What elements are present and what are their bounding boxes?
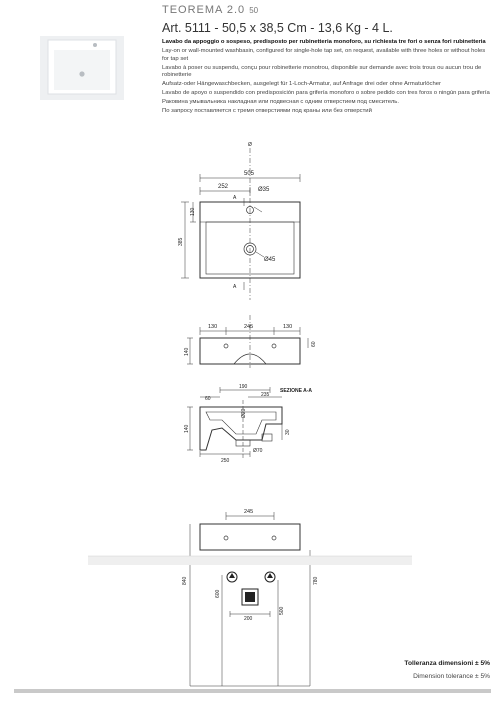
description-fr: Lavabo à poser ou suspendu, conçu pour robinetterie monotrou, disponible sur demande avec trois trous ou aucun trou de robinetterie [162, 64, 482, 79]
dim-sec-250: 250 [221, 458, 230, 464]
dim-install-780: 780 [313, 576, 319, 585]
dim-front-left: 130 [208, 324, 218, 330]
dim-sec-20: Ø20 [241, 408, 247, 418]
dim-plan-depth: 385 [178, 237, 184, 246]
dim-drain: Ø45 [264, 257, 276, 263]
section-mark-bottom: A [233, 284, 237, 290]
description-en: Lay-on or wall-mounted washbasin, configured for single-hole tap set, on request, available with three holes or without holes for tap set [162, 47, 486, 62]
section-title: SEZIONE A-A [280, 388, 313, 394]
dim-front-height: 140 [184, 347, 190, 356]
footer-bar [14, 689, 491, 693]
dim-install-top: 245 [244, 509, 254, 515]
dim-tap-hole: Ø35 [258, 187, 270, 193]
dim-sec-235: 235 [261, 392, 270, 398]
description-ru-2: По запросу поставляется с тремя отверстиями под краны или без отверстий [162, 108, 372, 115]
dim-plan-half: 252 [218, 184, 229, 190]
tolerance-it: Tolleranza dimensioni ± 5% [404, 660, 490, 667]
dim-install-500: 500 [279, 606, 285, 615]
dim-plan-width: 505 [244, 171, 255, 177]
article-title: Art. 5111 - 50,5 x 38,5 Cm - 13,6 Kg - 4 L. [162, 21, 393, 35]
dim-front-right: 130 [283, 324, 293, 330]
dim-front-hole: 60 [311, 341, 317, 347]
dim-install-840: 840 [182, 576, 188, 585]
drain-outlet-icon [242, 589, 258, 605]
dim-sec-60: 60 [205, 396, 211, 402]
series-title: TEOREMA 2.0 50 [162, 4, 259, 16]
description-es: Lavabo de apoyo o suspendido con predisposición para grifería monoforo o sobre pedido con tres foros o ningún para grifería [162, 90, 490, 97]
tolerance-en: Dimension tolerance ± 5% [413, 673, 490, 680]
water-supply-icon [265, 572, 275, 582]
dim-sec-70: Ø70 [253, 448, 263, 454]
description-ru-1: Раковина умывальника накладная или подвесная с одним отверстием под смеситель. [162, 99, 399, 106]
dim-install-600: 600 [215, 589, 221, 598]
section-mark-top: A [233, 195, 237, 201]
dim-sec-30: 30 [285, 429, 291, 435]
dim-install-200: 200 [244, 616, 253, 622]
dim-plan-depth-top: 130 [190, 207, 196, 216]
description-de: Aufsatz-oder Hängewaschbecken, ausgelegt für 1-Loch-Armatur, auf Anfrage drei oder ohne Armaturlöcher [162, 81, 441, 88]
dim-sec-140: 140 [184, 424, 190, 433]
dim-front-middle: 245 [244, 324, 254, 330]
water-supply-icon [227, 572, 237, 582]
dim-sec-190: 190 [239, 384, 248, 390]
axis-label: Ø [248, 142, 252, 148]
description-it: Lavabo da appoggio o sospeso, predisposto per rubinetteria monoforo, su richiesta tre fori o senza fori rubinetteria [162, 39, 486, 45]
